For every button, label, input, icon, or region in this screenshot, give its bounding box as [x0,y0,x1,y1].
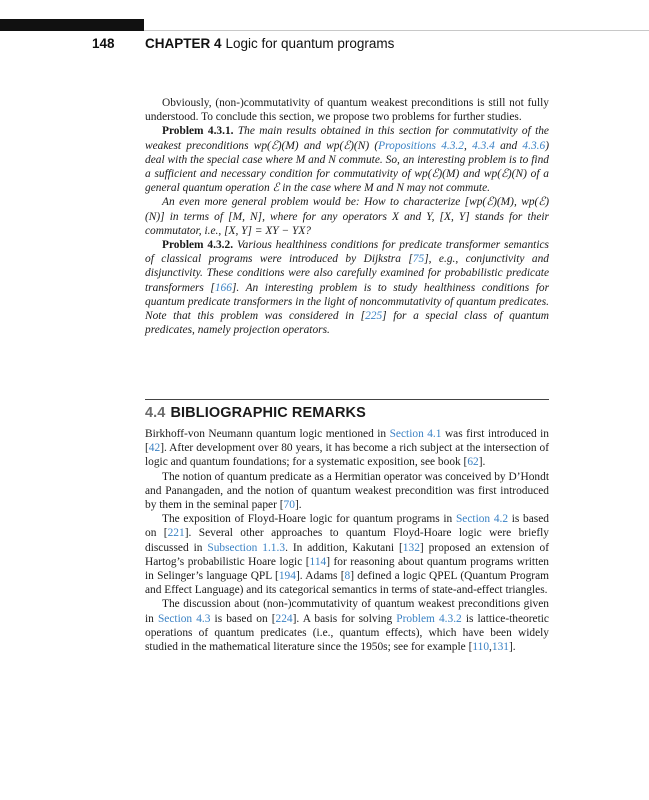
paragraph-text: was first introduced in [ [145,428,549,455]
problem-4-3-1 [145,124,549,195]
chapter-title: Logic for quantum programs [225,36,395,51]
paragraph-text: ]. A basis for solving [292,612,397,625]
citation-224[interactable]: 224 [275,612,293,625]
citation-166[interactable]: 166 [214,281,232,294]
paragraph-text: ]. After development over 80 years, it has become a rich subject at the intersection of logic and quantum foundations; for a systematic exposition, see book [ [145,442,549,469]
link-section-4-3[interactable]: Section 4.3 [157,612,211,625]
bibliographic-block [145,427,549,654]
citation-221[interactable]: 221 [167,527,185,540]
paragraph-text: is based on [ [210,612,276,625]
separator: and [494,139,523,152]
citation-8[interactable]: 8 [344,570,351,583]
problem-text: ] for a special class of quantum predicates, namely projection operators. [145,310,549,337]
bib-paragraph-2 [145,470,549,513]
link-subsection-1-1-3[interactable]: Subsection 1.1.3 [207,541,286,554]
link-proposition-4-3-2[interactable]: Propositions 4.3.2 [378,139,464,152]
citation-194[interactable]: 194 [278,570,296,583]
link-section-4-2[interactable]: Section 4.2 [455,513,509,526]
citation-42[interactable]: 42 [148,442,161,455]
paragraph-text: The exposition of Floyd-Hoare logic for quantum programs in [162,513,456,526]
problems-intro: Obviously, (non-)commutativity of quantum weakest preconditions is still not fully understood. To conclude this section, we propose two problems for further studies. [145,97,549,124]
problem-4-3-2-label: Problem 4.3.2. [162,239,234,252]
link-problem-4-3-2[interactable]: Problem 4.3.2 [396,612,462,625]
problem-text: Various healthiness conditions for predicate transformer semantics of classical programs were introduced by Dijkstra [ [145,239,549,266]
paragraph-text: ]. [509,641,516,654]
link-proposition-4-3-6[interactable]: 4.3.6 [522,139,546,152]
chapter-label: CHAPTER 4 [145,36,222,51]
link-section-4-1[interactable]: Section 4.1 [389,428,442,440]
paragraph-text: is lattice-theoretic operations of quantum predicates (i.e., quantum effects), which have been widely studied in the mathematical literature since the 1950s; see for example [ [145,612,549,654]
paragraph-text: ]. Several other approaches to quantum Floyd-Hoare logic were briefly discussed in [145,527,549,554]
separator: , [489,641,492,654]
paragraph-text: The discussion about (non-)commutativity of quantum weakest preconditions given in [145,598,549,625]
section-heading [145,405,366,421]
citation-225[interactable]: 225 [365,310,383,323]
citation-62[interactable]: 62 [467,456,479,469]
paragraph-text: . In addition, Kakutani [ [285,541,403,554]
link-proposition-4-3-4[interactable]: 4.3.4 [472,139,495,152]
problems-block [145,96,549,337]
paragraph-text: The notion of quantum predicate as a Hermitian operator was conceived by D’Hondt and Panangaden, and the notion of quantum weakest precondition was first introduced by them in the seminal paper [ [145,470,549,512]
bib-paragraph-4 [145,597,549,654]
section-number: 4.4 [145,405,166,421]
problem-4-3-1-label: Problem 4.3.1. [162,125,234,138]
citation-131[interactable]: 131 [491,641,509,654]
bib-paragraph-3 [145,512,549,597]
problem-text: ], e.g., conjunctivity and disjunctivity. These conditions were also carefully examined for probabilistic predicate transformers [ [145,253,549,294]
problem-4-3-2-text [145,239,549,336]
citation-114[interactable]: 114 [309,555,327,568]
problem-text: ]. An interesting problem is to study healthiness conditions for quantum predicate transformers in the light of noncommutativity of quantum predicates. Note that this problem was considered in [ [145,281,549,323]
header-rule [144,30,649,31]
problem-4-3-1-extension: An even more general problem would be: How to characterize [wp(ℰ)(M), wp(ℰ)(N)] in terms of [M, N], where for any operators X and Y, [X, Y] stands for their commutator, i.e., [X, Y] = XY − YX? [145,196,549,237]
page-number: 148 [92,36,115,51]
paragraph-text: ] proposed an extension of Hartog’s probabilistic Hoare logic [ [145,541,550,568]
paragraph-text: ]. [478,456,486,469]
paragraph-text: ]. [294,499,302,512]
problem-4-3-2 [145,238,549,337]
problem-text: ) deal with the special case where M and N commute. So, an interesting problem is to find a sufficient and necessary condition for commutativity of wp(ℰ)(M) and wp(ℰ)(N) of a general quantum operation ℰ in the case where M and N may not commute. [145,139,549,195]
paragraph-text: Birkhoff-von Neumann quantum logic mentioned in [145,428,390,440]
section-rule [145,399,549,400]
problem-text: The main results obtained in this section for commutativity of the weakest preconditions wp(ℰ)(M) and wp(ℰ)(N) ( [145,125,549,152]
separator: , [463,139,473,152]
citation-132[interactable]: 132 [402,541,420,554]
citation-110[interactable]: 110 [472,641,490,654]
citation-75[interactable]: 75 [412,253,425,266]
paragraph-text: ] defined a logic QPEL (Quantum Program and Effect Language) and its categorical semantics in terms of state-and-effect triangles. [145,570,549,597]
paragraph-text: ]. Adams [ [295,570,345,583]
section-title: BIBLIOGRAPHIC REMARKS [170,405,366,421]
header-bar [0,19,144,31]
paragraph-text: ] for reasoning about quantum programs written in Selinger’s language QPL [ [145,555,549,583]
running-head [92,36,394,51]
citation-70[interactable]: 70 [283,499,295,512]
paragraph-text: is based on [ [145,513,549,540]
bib-paragraph-1 [145,427,549,470]
